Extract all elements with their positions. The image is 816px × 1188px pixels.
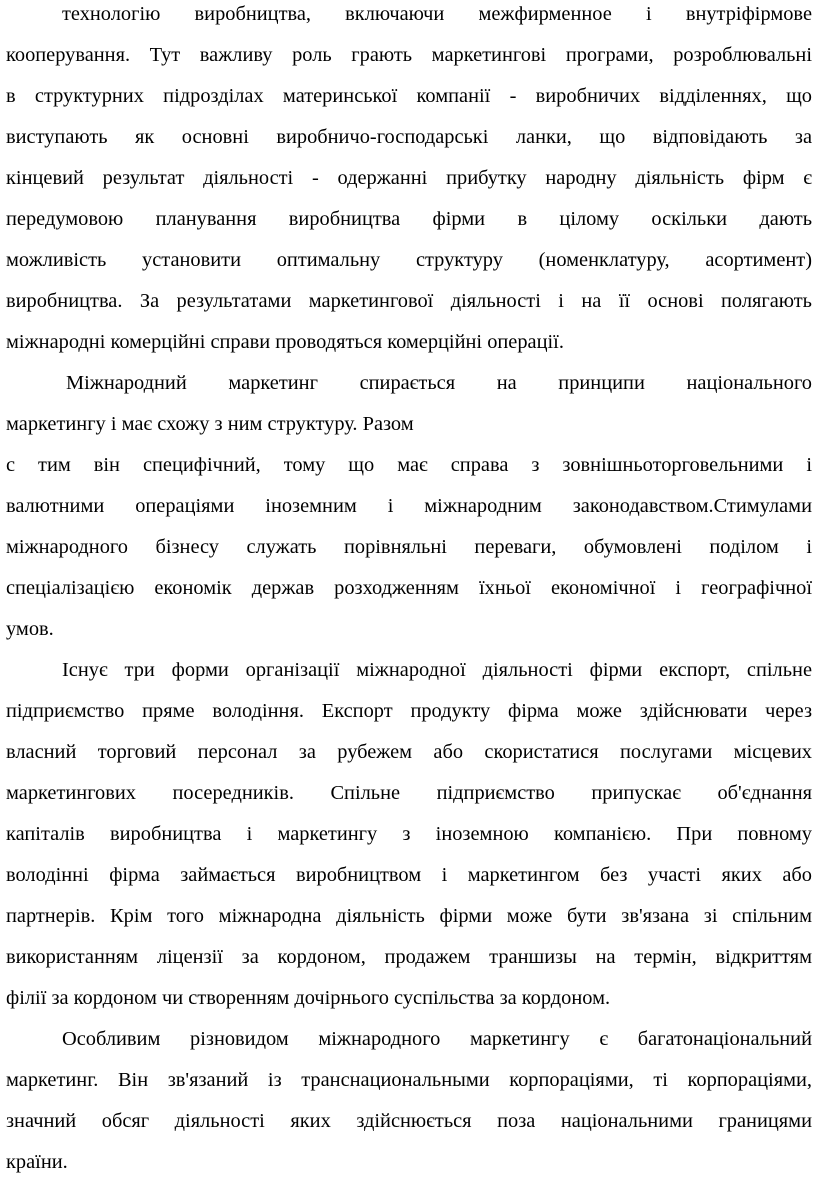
text-line: валютними операціями іноземним і міжнародним законодавством.Стимулами xyxy=(6,495,812,517)
text-line: використанням ліцензії за кордоном, продажем траншизы на термін, відкриттям xyxy=(6,946,812,968)
text-line: Міжнародний маркетинг спирається на принципи національного xyxy=(66,372,812,394)
text-line: передумовою планування виробництва фірми в цілому оскільки дають xyxy=(6,208,812,230)
text-line: виробництва. За результатами маркетингової діяльності і на її основі полягають xyxy=(6,290,812,312)
text-line: можливість установити оптимальну структуру (номенклатуру, асортимент) xyxy=(6,249,812,271)
text-line: підприємство пряме володіння. Експорт продукту фірма може здійснювати через xyxy=(6,700,812,722)
text-line: Існує три форми організації міжнародної діяльності фірми експорт, спільне xyxy=(62,659,812,681)
text-line: власний торговий персонал за рубежем або скористатися послугами місцевих xyxy=(6,741,812,763)
text-line: кооперування. Тут важливу роль грають маркетингові програми, розроблювальні xyxy=(6,44,812,66)
text-line: Особливим різновидом міжнародного маркетингу є багатонаціональний xyxy=(62,1028,812,1050)
text-line: володінні фірма займається виробництвом і маркетингом без участі яких або xyxy=(6,864,812,886)
text-line: країни. xyxy=(6,1151,68,1173)
text-line: значний обсяг діяльності яких здійснюється поза національними границями xyxy=(6,1110,812,1132)
text-line: кінцевий результат діяльності - одержанні прибутку народну діяльність фірм є xyxy=(6,167,812,189)
text-line: технологію виробництва, включаючи межфирменное і внутріфірмове xyxy=(62,3,812,25)
text-line: партнерів. Крім того міжнародна діяльність фірми може бути зв'язана зі спільним xyxy=(6,905,812,927)
text-line: маркетингу і має схожу з ним структуру. Разом xyxy=(6,413,414,435)
text-line: маркетинг. Він зв'язаний із транснациональными корпораціями, ті корпораціями, xyxy=(6,1069,812,1091)
text-line: с тим він специфічний, тому що має справа з зовнішньоторговельними і xyxy=(6,454,812,476)
text-line: в структурних підрозділах материнської компанії - виробничих відділеннях, що xyxy=(6,85,812,107)
text-line: спеціалізацією економік держав розходженням їхньої економічної і географічної xyxy=(6,577,812,599)
text-line: умов. xyxy=(6,618,54,640)
text-line: капіталів виробництва і маркетингу з іноземною компанією. При повному xyxy=(6,823,812,845)
text-line: міжнародного бізнесу служать порівняльні переваги, обумовлені поділом і xyxy=(6,536,812,558)
text-line: філії за кордоном чи створенням дочірнього суспільства за кордоном. xyxy=(6,987,611,1009)
text-line: маркетингових посередників. Спільне підприємство припускає об'єднання xyxy=(6,782,812,804)
text-line: виступають як основні виробничо-господарські ланки, що відповідають за xyxy=(6,126,812,148)
text-line: міжнародні комерційні справи проводяться комерційні операції. xyxy=(6,331,564,353)
